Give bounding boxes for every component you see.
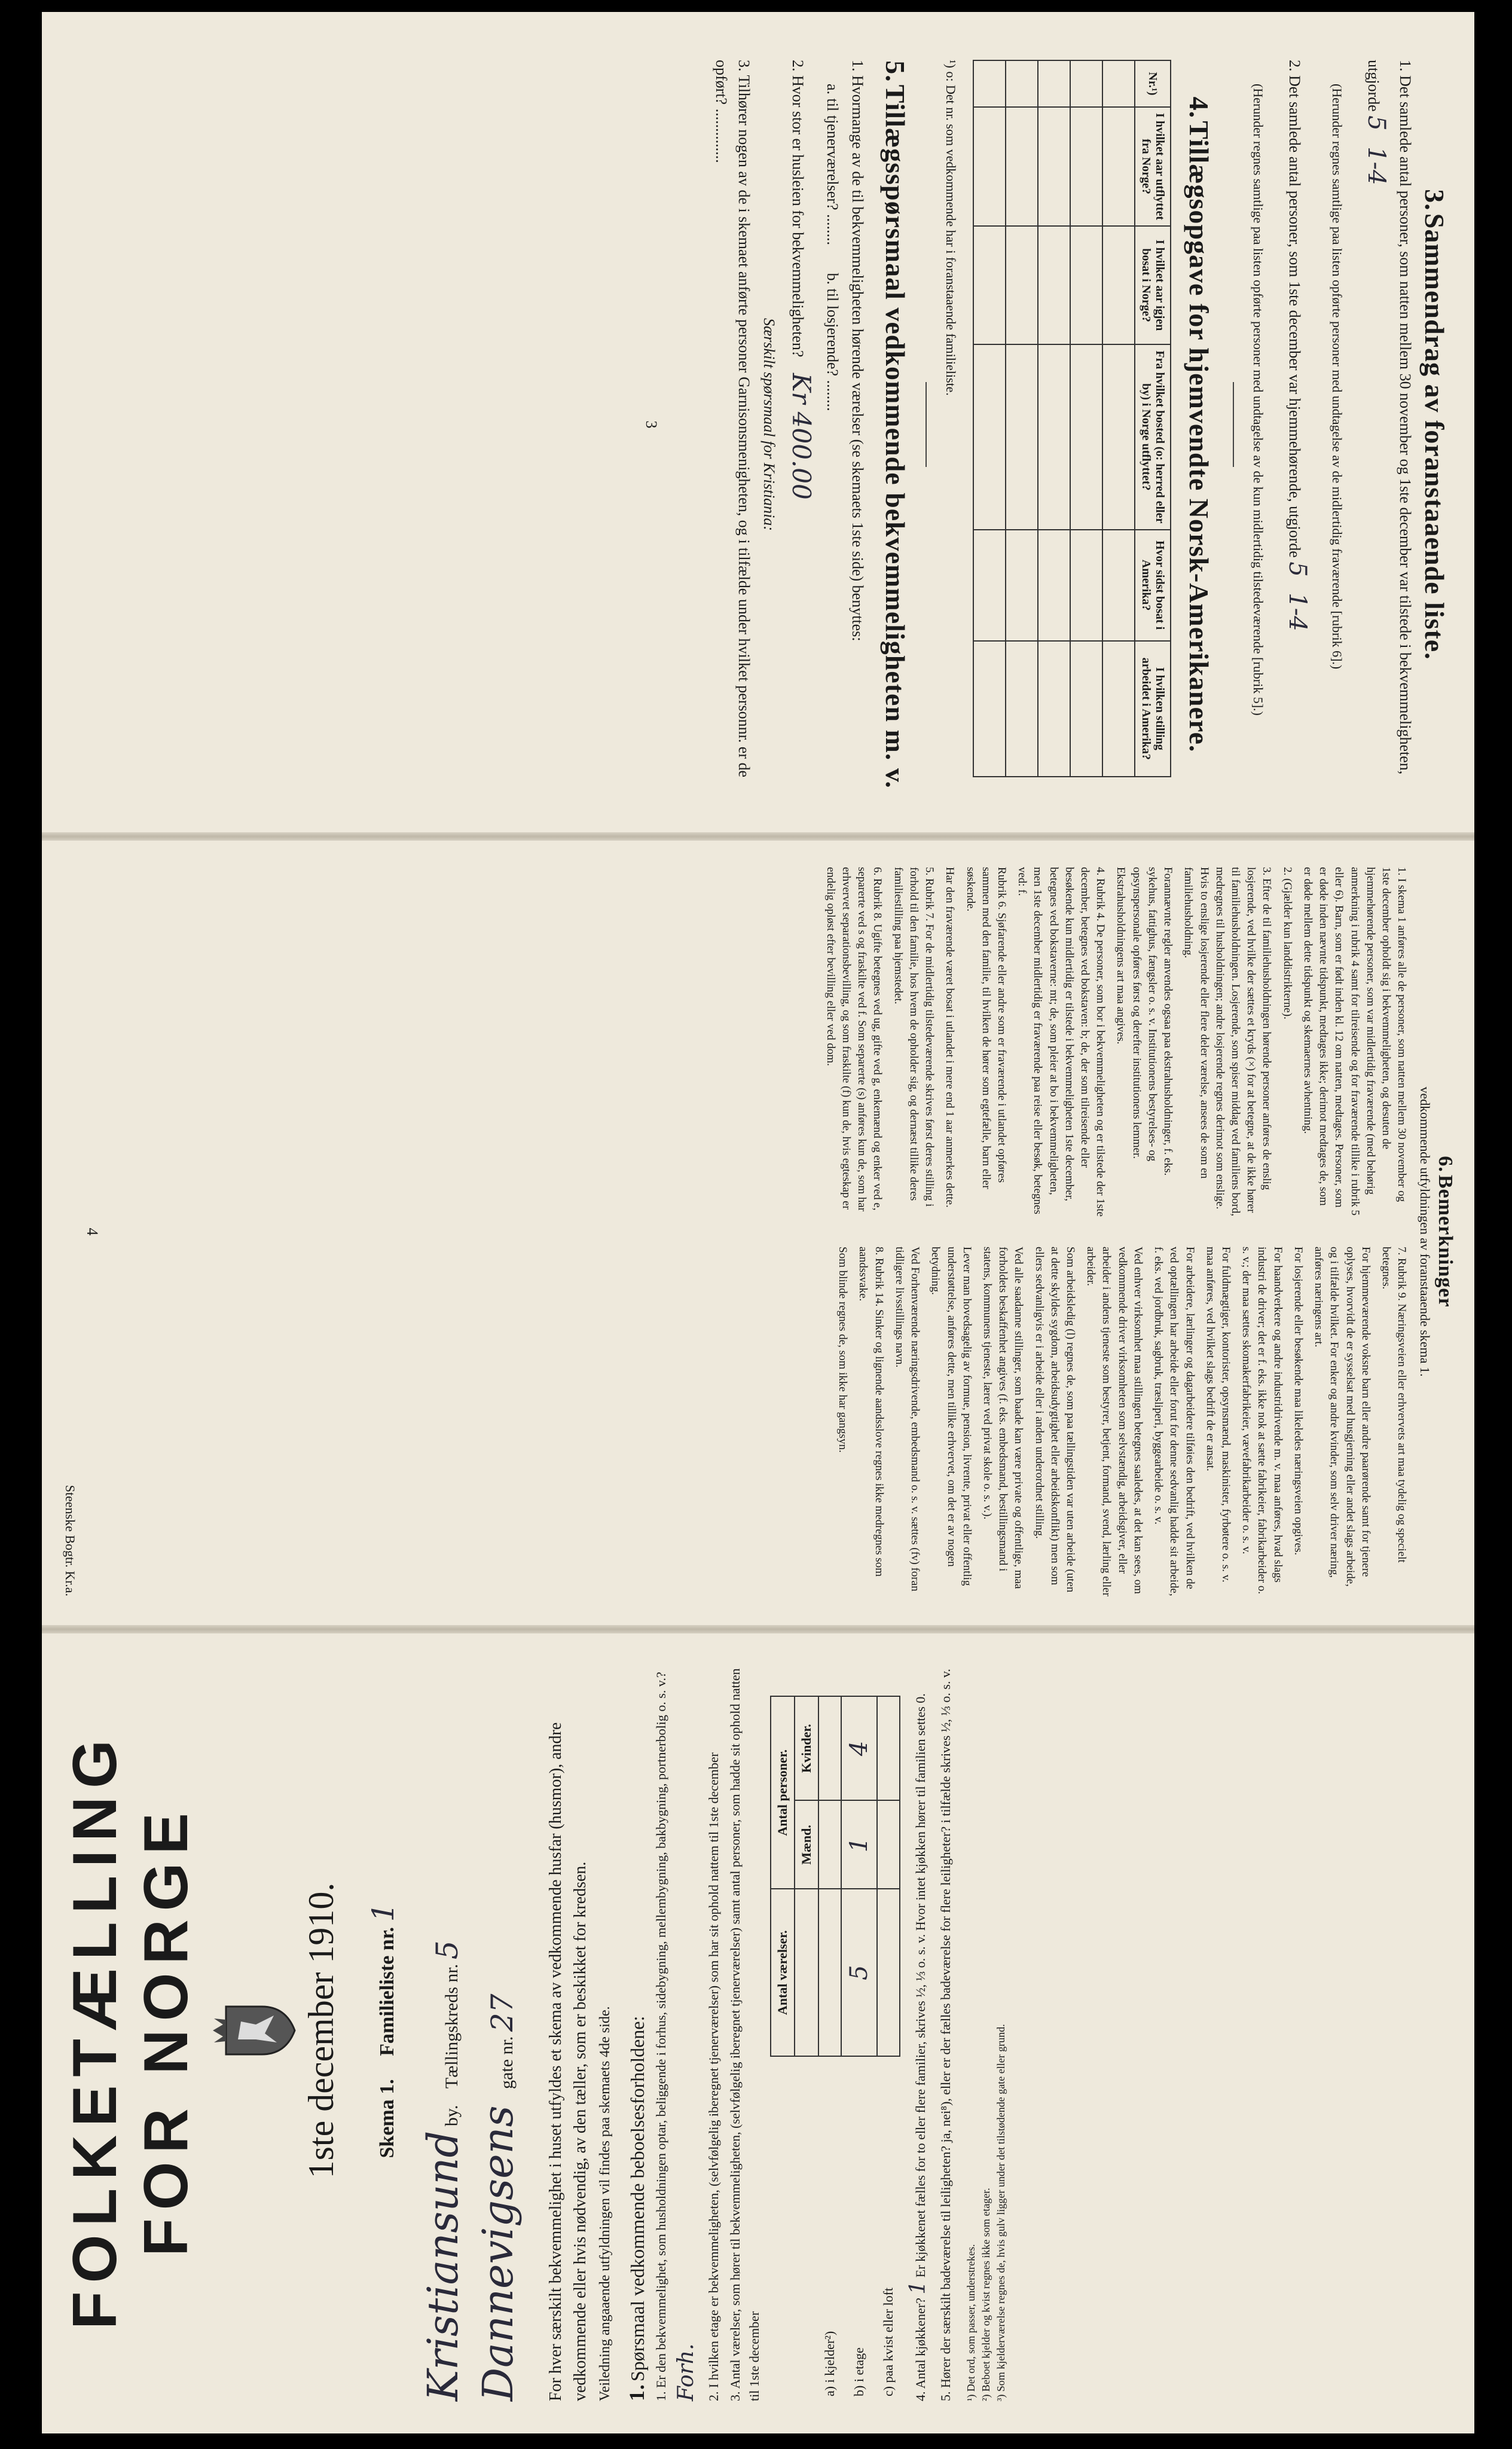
summary-item-2-alt: 1-4 bbox=[1283, 593, 1311, 631]
remark-paragraph: 8. Rubrik 14. Sinker og lignende aandsslove regnes ikke medregnes som aandssvake. bbox=[857, 1247, 885, 1577]
section-4-number: 4. bbox=[1183, 96, 1214, 119]
divider bbox=[1233, 382, 1234, 467]
remark-paragraph: 2. (Gjælder kun landdistrikterne). bbox=[1281, 867, 1294, 1019]
rent-value: Kr 400.00 bbox=[786, 372, 816, 500]
gate-value: 27 bbox=[485, 1993, 520, 2032]
table-row bbox=[973, 60, 1006, 777]
section-3-number: 3. bbox=[1419, 189, 1450, 211]
norwegian-lion-crest-icon bbox=[208, 1995, 298, 2066]
summary-item-2-value: 5 bbox=[1283, 561, 1311, 577]
table-footnote: ¹) o: Det nr. som vedkommende har i foranstaaende familieliste. bbox=[943, 60, 958, 396]
footnote-3: ³) Som kjelderværelse regnes de, hvis gulv ligger under det tilstødende gate eller grund. bbox=[995, 2024, 1007, 2401]
remark-paragraph: For haandverkere og andre industridrivende m. v. maa anføres, hvad slags industri de driver; det er f. eks. ikke nok at sætte fabrikeier, fabrikarbeider o. s. v.; der maa sættes skomakerfabrikeier, vævefabrikarbeider o. s. v. bbox=[1240, 1247, 1284, 1595]
summary-item-2-text: Det samlede antal personer, som 1ste december var hjemmehørende, utgjorde bbox=[1285, 75, 1303, 558]
remarks-list bbox=[106, 867, 1409, 1596]
table-row bbox=[1006, 60, 1038, 777]
kvinder-value: 4 bbox=[841, 1696, 877, 1800]
page-4-panel bbox=[42, 843, 1474, 1620]
familieliste-label: Familieliste nr. bbox=[376, 1926, 398, 2056]
question-1a: a. til tjenerværelser? bbox=[824, 84, 842, 210]
remark-paragraph: For hjemmeværende voksne barn eller andre paarørende samt for tjenere oplyses, hvorvidt de er sysselsat med husgjerning eller andet slags arbeide, og i tilfælde hvilket. For enker og andre kvinder, som selv driver næring, anføres næringens art. bbox=[1312, 1247, 1372, 1587]
location-line-1 bbox=[419, 1660, 468, 2401]
intro-guidance: Veiledning angaaende utfyldningen vil findes paa skemaets 4de side. bbox=[597, 2006, 613, 2401]
section-6-number: 6. bbox=[1434, 1156, 1456, 1172]
fold-line-upper bbox=[42, 832, 1474, 841]
cover-q4-value: 1 bbox=[905, 2280, 930, 2295]
col-nr: Nr.¹) bbox=[1135, 60, 1171, 107]
cover-q5: 5. Hører der særskilt badeværelse til leiligheten? ja, nei⁸), eller er der fælles badeværelse for flere leiligheter? i tilfælde skrives ½, ⅓ o. s. v. bbox=[937, 1668, 953, 2401]
question-1-text: Hvormange av de til bekvemmeligheten hørende værelser (se skemaets 1ste side) benyttes: bbox=[848, 75, 866, 642]
cover-q4-rest: Er kjøkkenet fælles for to eller flere familier, skrives ½, ⅓ o. s. v. Hvor intet kjøkken hører til familien settes 0. bbox=[912, 1693, 928, 2278]
cover-q3-text: Antal værelser, som hører til bekvemmeligheten, (selvfølgelig iberegnet tjenerværelser) samt antal personer, som hadde sit ophold natten til 1ste december bbox=[727, 1668, 762, 2401]
remark-paragraph: Som blinde regnes de, som ikke har gangsyn. bbox=[836, 1247, 850, 1453]
vaerelser-value: 5 bbox=[841, 1889, 877, 2057]
footnote-1: ¹) Det ord, som passer, understrekes. bbox=[964, 2244, 977, 2401]
summary-item-2: 2. Det samlede antal personer, som 1ste december var hjemmehørende, utgjorde 5 1-4 bbox=[1283, 60, 1311, 631]
table-row bbox=[1102, 60, 1135, 777]
cover-q1-value: Forh. bbox=[673, 2343, 698, 2401]
question-2: 2. Hvor stor er husleien for bekvemmeligheten? Kr 400.00 bbox=[786, 60, 816, 500]
question-section-heading bbox=[624, 1660, 649, 2401]
cover-panel bbox=[42, 1636, 1474, 2425]
remark-paragraph: Ved Forhenværende næringsdrivende, embedsmand o. s. v. sættes (fv) foran tidligere livsstillings navn. bbox=[893, 1247, 922, 1592]
col-antal-vaerelser: Antal værelser. bbox=[771, 1889, 795, 2057]
remark-paragraph: For fuldmægtiger, kontorister, opsynsmænd, maskinister, fyrbøtere o. s. v. maa anføres, ved hvilket slags bedrift de er ansat. bbox=[1204, 1247, 1233, 1583]
table-row bbox=[1038, 60, 1070, 777]
question-1: 1. Hvormange av de til bekvemmeligheten hørende værelser (se skemaets 1ste side) benyttes: bbox=[848, 60, 866, 642]
norsk-amerikanere-table bbox=[973, 60, 1171, 777]
remark-paragraph: Forannævnte regler anvendes ogsaa paa ekstrahusholdninger, f. eks. sykehus, fattighus, fængsler o. s. v. Institutionens bestyrelses- og opsynspersonale opføres først og derefter institutionens lemmer. Ekstrahusholdningens art maa angives. bbox=[1114, 867, 1175, 1176]
summary-item-1-alt: 1-4 bbox=[1363, 146, 1391, 185]
printer-imprint: Steenske Bogtr. Kr.a. bbox=[62, 1485, 78, 1596]
row-label-kjelder: a) i kjelder²) bbox=[821, 2331, 837, 2396]
cover-q5-text: Hører der særskilt badeværelse til leiligheten? ja, nei⁸), eller er der fælles badeværelse for flere leiligheter? i tilfælde skrives ½, ⅓ o. s. v. bbox=[937, 1668, 953, 2388]
question-section-title: Spørsmaal vedkommende beboelsesforholdene: bbox=[626, 2016, 648, 2381]
remark-paragraph: Rubrik 6. Sjøfarende eller andre som er fraværende i utlandet opføres sammen med den familie, til hvilken de hører som egtefælle, barn eller søskende. bbox=[964, 867, 1008, 1189]
remark-paragraph: Har den fraværende været bosat i utlandet i mere end 1 aar anmerkes dette. bbox=[943, 867, 957, 1208]
fold-line-lower bbox=[42, 1625, 1474, 1633]
remark-paragraph: 1. I skema 1 anføres alle de personer, som natten mellem 30 november og 1ste december opholdt sig i bekvemmeligheten, og desuten de hjemmehørende personer, som var midlertidig fraværende (med behørig anmerkning i rubrik 4 samt for tilreisende og for fraværende tillike i rubrik 5 eller 6). Barn, som er født inden kl. 12 om natten, medtages. Personer, som er døde inden nævnte tidspunkt, medtages ikke; derimot medtages de, som er døde mellem dette tidspunkt og skemaernes avhentning. bbox=[1301, 867, 1409, 1216]
cover-q4: 4. Antal kjøkkener? 1 Er kjøkkenet fælles for to eller flere familier, skrives ½, ⅓ o. s. v. Hvor intet kjøkken hører til familien settes 0. bbox=[905, 1693, 930, 2401]
question-3-text: Tilhører nogen av de i skemaet anførte personer Garnisonsmenigheten, og i tilfælde under hvilket personnr. er de opført? bbox=[713, 60, 753, 778]
page-number-4: 4 bbox=[84, 1227, 102, 1236]
rooms-persons-table bbox=[770, 1696, 900, 2401]
remark-paragraph: Ved alle saadanne stillinger, som baade kan være private og offentlige, maa forholdets beskaffenhet angives (f. eks. embedsmand, bestillingsmand i statens, kommunens tjeneste, lærer ved privat skole o. s. v.). bbox=[980, 1247, 1025, 1589]
section-5-number: 5. bbox=[879, 60, 911, 83]
remark-paragraph: Ved enhver virksomhet maa stillingen betegnes saaledes, at det kan sees, om vedkommende driver virksomheten som selvstændig, arbeidsgiver, eller arbeider i andens tjeneste som bestyrer, betjent, formand, svend, lærling eller arbeider. bbox=[1085, 1247, 1144, 1596]
remark-paragraph: For losjerende eller besøkende maa likeledes næringsveien opgives. bbox=[1291, 1247, 1305, 1556]
cover-footnotes bbox=[964, 1660, 1009, 2401]
question-2-text: Hvor stor er husleien for bekvemmeligheten? bbox=[789, 75, 807, 358]
cover-q3: 3. Antal værelser, som hører til bekvemmeligheten, (selvfølgelig iberegnet tjenerværelser) samt antal personer, som hadde sit ophold natten til 1ste december bbox=[727, 1668, 762, 2401]
summary-item-1-value: 5 bbox=[1363, 115, 1391, 131]
section-6-subtitle: vedkommende utfyldningen av foranstaaende skema 1. bbox=[1418, 1086, 1432, 1377]
familieliste-value: 1 bbox=[366, 1903, 401, 1922]
col-bosat-aar: I hvilket aar igjen bosat i Norge? bbox=[1135, 226, 1171, 344]
col-antal-personer: Antal personer. bbox=[771, 1696, 795, 1889]
rooms-header-row bbox=[771, 1696, 795, 2401]
section-3-title: Sammendrag av foranstaaende liste. bbox=[1419, 213, 1450, 660]
cover-q2: 2. I hvilken etage er bekvemmeligheten, (selvfølgelig iberegnet tjenerværelser) som har sit ophold nattem til 1ste december bbox=[706, 1752, 722, 2401]
kreds-label: Tællingskreds nr. bbox=[442, 1964, 462, 2089]
kreds-value: 5 bbox=[430, 1940, 465, 1960]
form-title: FOLKETÆLLING FOR NORGE bbox=[60, 1732, 201, 2329]
remark-paragraph: 4. Rubrik 4. De personer, som bor i bekvemmeligheten og er tilstede der 1ste december, betegnes ved bokstaven: b; de, der som tilreisende eller besøkende kun midlertidig er tilstede i bekvemmeligheten 1ste december, betegnes ved bokstaverne: mt; de, som pleier at bo i bekvemmeligheten, men 1ste december midlertidig er fraværende paa reise eller besøk, betegnes ved: f. bbox=[1016, 867, 1107, 1217]
kristiania-note: Særskilt spørsmaal for Kristiania: bbox=[760, 317, 778, 532]
page-3-panel bbox=[42, 24, 1474, 825]
table-header-row bbox=[1135, 60, 1171, 777]
remark-paragraph: Lever man hovedsagelig av formue, pension, livrente, privat eller offentlig understøttelse, anføres dette, men tillike erhvervet, om det er av nogen betydning. bbox=[929, 1247, 973, 1586]
question-section-number: 1. bbox=[624, 2384, 649, 2401]
summary-item-2-note: (Herunder regnes samtlige paa listen opførte personer med undtagelse av de kun midlertidig tilstedeværende [rubrik 5].) bbox=[1250, 84, 1266, 716]
table-row bbox=[841, 1696, 877, 2401]
summary-item-1: 1. Det samlede antal personer, som natten mellem 30 november og 1ste december var tilstede i bekvemmeligheten, utgjorde 5 1-4 bbox=[1363, 60, 1414, 775]
page-number-3: 3 bbox=[642, 420, 660, 429]
col-kvinder: Kvinder. bbox=[795, 1696, 818, 1800]
gate-label: gate nr. bbox=[497, 2036, 517, 2089]
schema-label: Skema 1. bbox=[376, 2079, 398, 2158]
remark-paragraph: 6. Rubrik 8. Ugifte betegnes ved ug, gifte ved g, enkemænd og enker ved e, separerte ved s og fraskilte ved f. Som separerte (s) anføres kun de, som har erhvervet separationsbevilling, og som fraskilte (f) kun de, hvis egteskap er endelig opløst efter bevilling eller ved dom. bbox=[824, 867, 884, 1212]
section-6-title: Bemerkninger bbox=[1434, 1174, 1456, 1308]
section-4-heading bbox=[1183, 60, 1215, 789]
by-label: by. bbox=[442, 2105, 462, 2127]
table-row bbox=[1070, 60, 1102, 777]
question-3: 3. Tilhører nogen av de i skemaet anførte personer Garnisonsmenigheten, og i tilfælde under hvilket personnr. er de opført? .............. bbox=[713, 60, 753, 778]
divider bbox=[925, 382, 927, 467]
schema-line bbox=[366, 1660, 401, 2401]
street-handwritten: Dannevigsens bbox=[474, 2105, 523, 2401]
table-row bbox=[877, 1696, 900, 2401]
cover-q1-text: Er den bekvemmelighet, som husholdningen optar, beliggende i forhus, sidebygning, mellembygning, bakbygning, portnerbolig o. s. v.? bbox=[653, 1672, 668, 2388]
summary-item-1-text: Det samlede antal personer, som natten mellem 30 november og 1ste december var tilstede i bekvemmeligheten, utgjorde bbox=[1365, 60, 1414, 775]
section-6-heading bbox=[1434, 867, 1456, 1596]
col-stilling: I hvilken stilling arbeidet i Amerika? bbox=[1135, 641, 1171, 777]
census-date: 1ste december 1910. bbox=[301, 1882, 341, 2179]
summary-item-1-note: (Herunder regnes samtlige paa listen opførte personer med undtagelse av de midlertidig fraværende [rubrik 6].) bbox=[1330, 84, 1345, 670]
remark-paragraph: 7. Rubrik 9. Næringsveien eller erhvervets art maa tydelig og specielt betegnes. bbox=[1379, 1247, 1409, 1563]
section-5-title: Tillægsspørsmaal vedkommende bekvemmeligheten m. v. bbox=[879, 84, 911, 789]
table-row bbox=[818, 1696, 841, 2401]
col-bosted: Fra hvilket bosted (o: herred eller by) i Norge utflyttet? bbox=[1135, 344, 1171, 529]
cover-q2-text: I hvilken etage er bekvemmeligheten, (selvfølgelig iberegnet tjenerværelser) som har sit ophold nattem til 1ste december bbox=[706, 1752, 722, 2388]
row-label-kvist: c) paa kvist eller loft bbox=[880, 2287, 896, 2396]
row-label-etage: b) i etage bbox=[851, 2347, 866, 2396]
cover-q4-text: Antal kjøkkener? bbox=[912, 2298, 928, 2389]
cover-q1: 1. Er den bekvemmelighet, som husholdningen optar, beliggende i forhus, sidebygning, mellembygning, bakbygning, portnerbolig o. s. v.? Forh. bbox=[653, 1672, 698, 2401]
section-4-title: Tillægsopgave for hjemvendte Norsk-Amerikanere. bbox=[1183, 121, 1214, 753]
intro-instructions: For hver særskilt bekvemmelighet i huset utfyldes et skema av vedkommende husfar (husmor), andre vedkommende eller hvis nødvendig, av den tæller, som er beskikket for kredsen. bbox=[546, 1722, 589, 2401]
col-amerika-bosat: Hvor sidst bosat i Amerika? bbox=[1135, 530, 1171, 641]
town-handwritten: Kristiansund bbox=[419, 2130, 468, 2401]
col-utflyttet-aar: I hvilket aar utflyttet fra Norge? bbox=[1135, 107, 1171, 226]
remark-paragraph: 5. Rubrik 7. For de midlertidig tilstedeværende skrives først deres stilling i forhold til den familie, hos hvem de opholder sig, og dernæst tillike deres familiestilling paa hjemstedet. bbox=[891, 867, 936, 1207]
remark-paragraph: For arbeidere, lærlinger og dagarbeidere tilføies den bedrift, ved hvilken de ved optællingen har arbeide eller forut for denne sedvanlig hadde sit arbeide, f. eks. ved jordbruk, sagbruk, træsliperi, byggearbeide o. s. v. bbox=[1152, 1247, 1196, 1596]
remark-paragraph: Som arbeidsledig (l) regnes de, som paa tællingstiden var uten arbeide (uten at dette skyldes sygdom, arbeidsudygtighet eller arbeidskonflikt) men som ellers sedvanligvis er i arbeide eller i anden underordnet stilling. bbox=[1033, 1247, 1077, 1593]
location-line-2 bbox=[474, 1660, 523, 2401]
section-5-heading bbox=[879, 60, 911, 789]
question-1-subs: a. til tjenerværelser? ........ b. til losjerende? ........ bbox=[824, 84, 842, 411]
col-maend: Mænd. bbox=[795, 1800, 818, 1889]
rooms-subheader-row bbox=[795, 1696, 818, 2401]
maend-value: 1 bbox=[841, 1800, 877, 1889]
footnote-2: ²) Beboet kjelder og kvist regnes ikke som etager. bbox=[980, 2188, 992, 2401]
question-1b: b. til losjerende? bbox=[824, 273, 842, 377]
remark-paragraph: 3. Efter de til familiehusholdningen hørende personer anføres de enslig losjerende, ved hvilke der sættes et kryds (×) for at betegne, at de ikke hører til familiehusholdningen. Losjerende, som spiser middag ved familiens bord, medregnes til husholdningen; andre losjerende regnes derimot som enslige. Hvis to enslige losjerende eller flere deler værelse, ansees de som en familiehusholdning. bbox=[1182, 867, 1273, 1217]
crest-row bbox=[208, 1660, 301, 2401]
section-3-heading bbox=[1419, 60, 1450, 789]
